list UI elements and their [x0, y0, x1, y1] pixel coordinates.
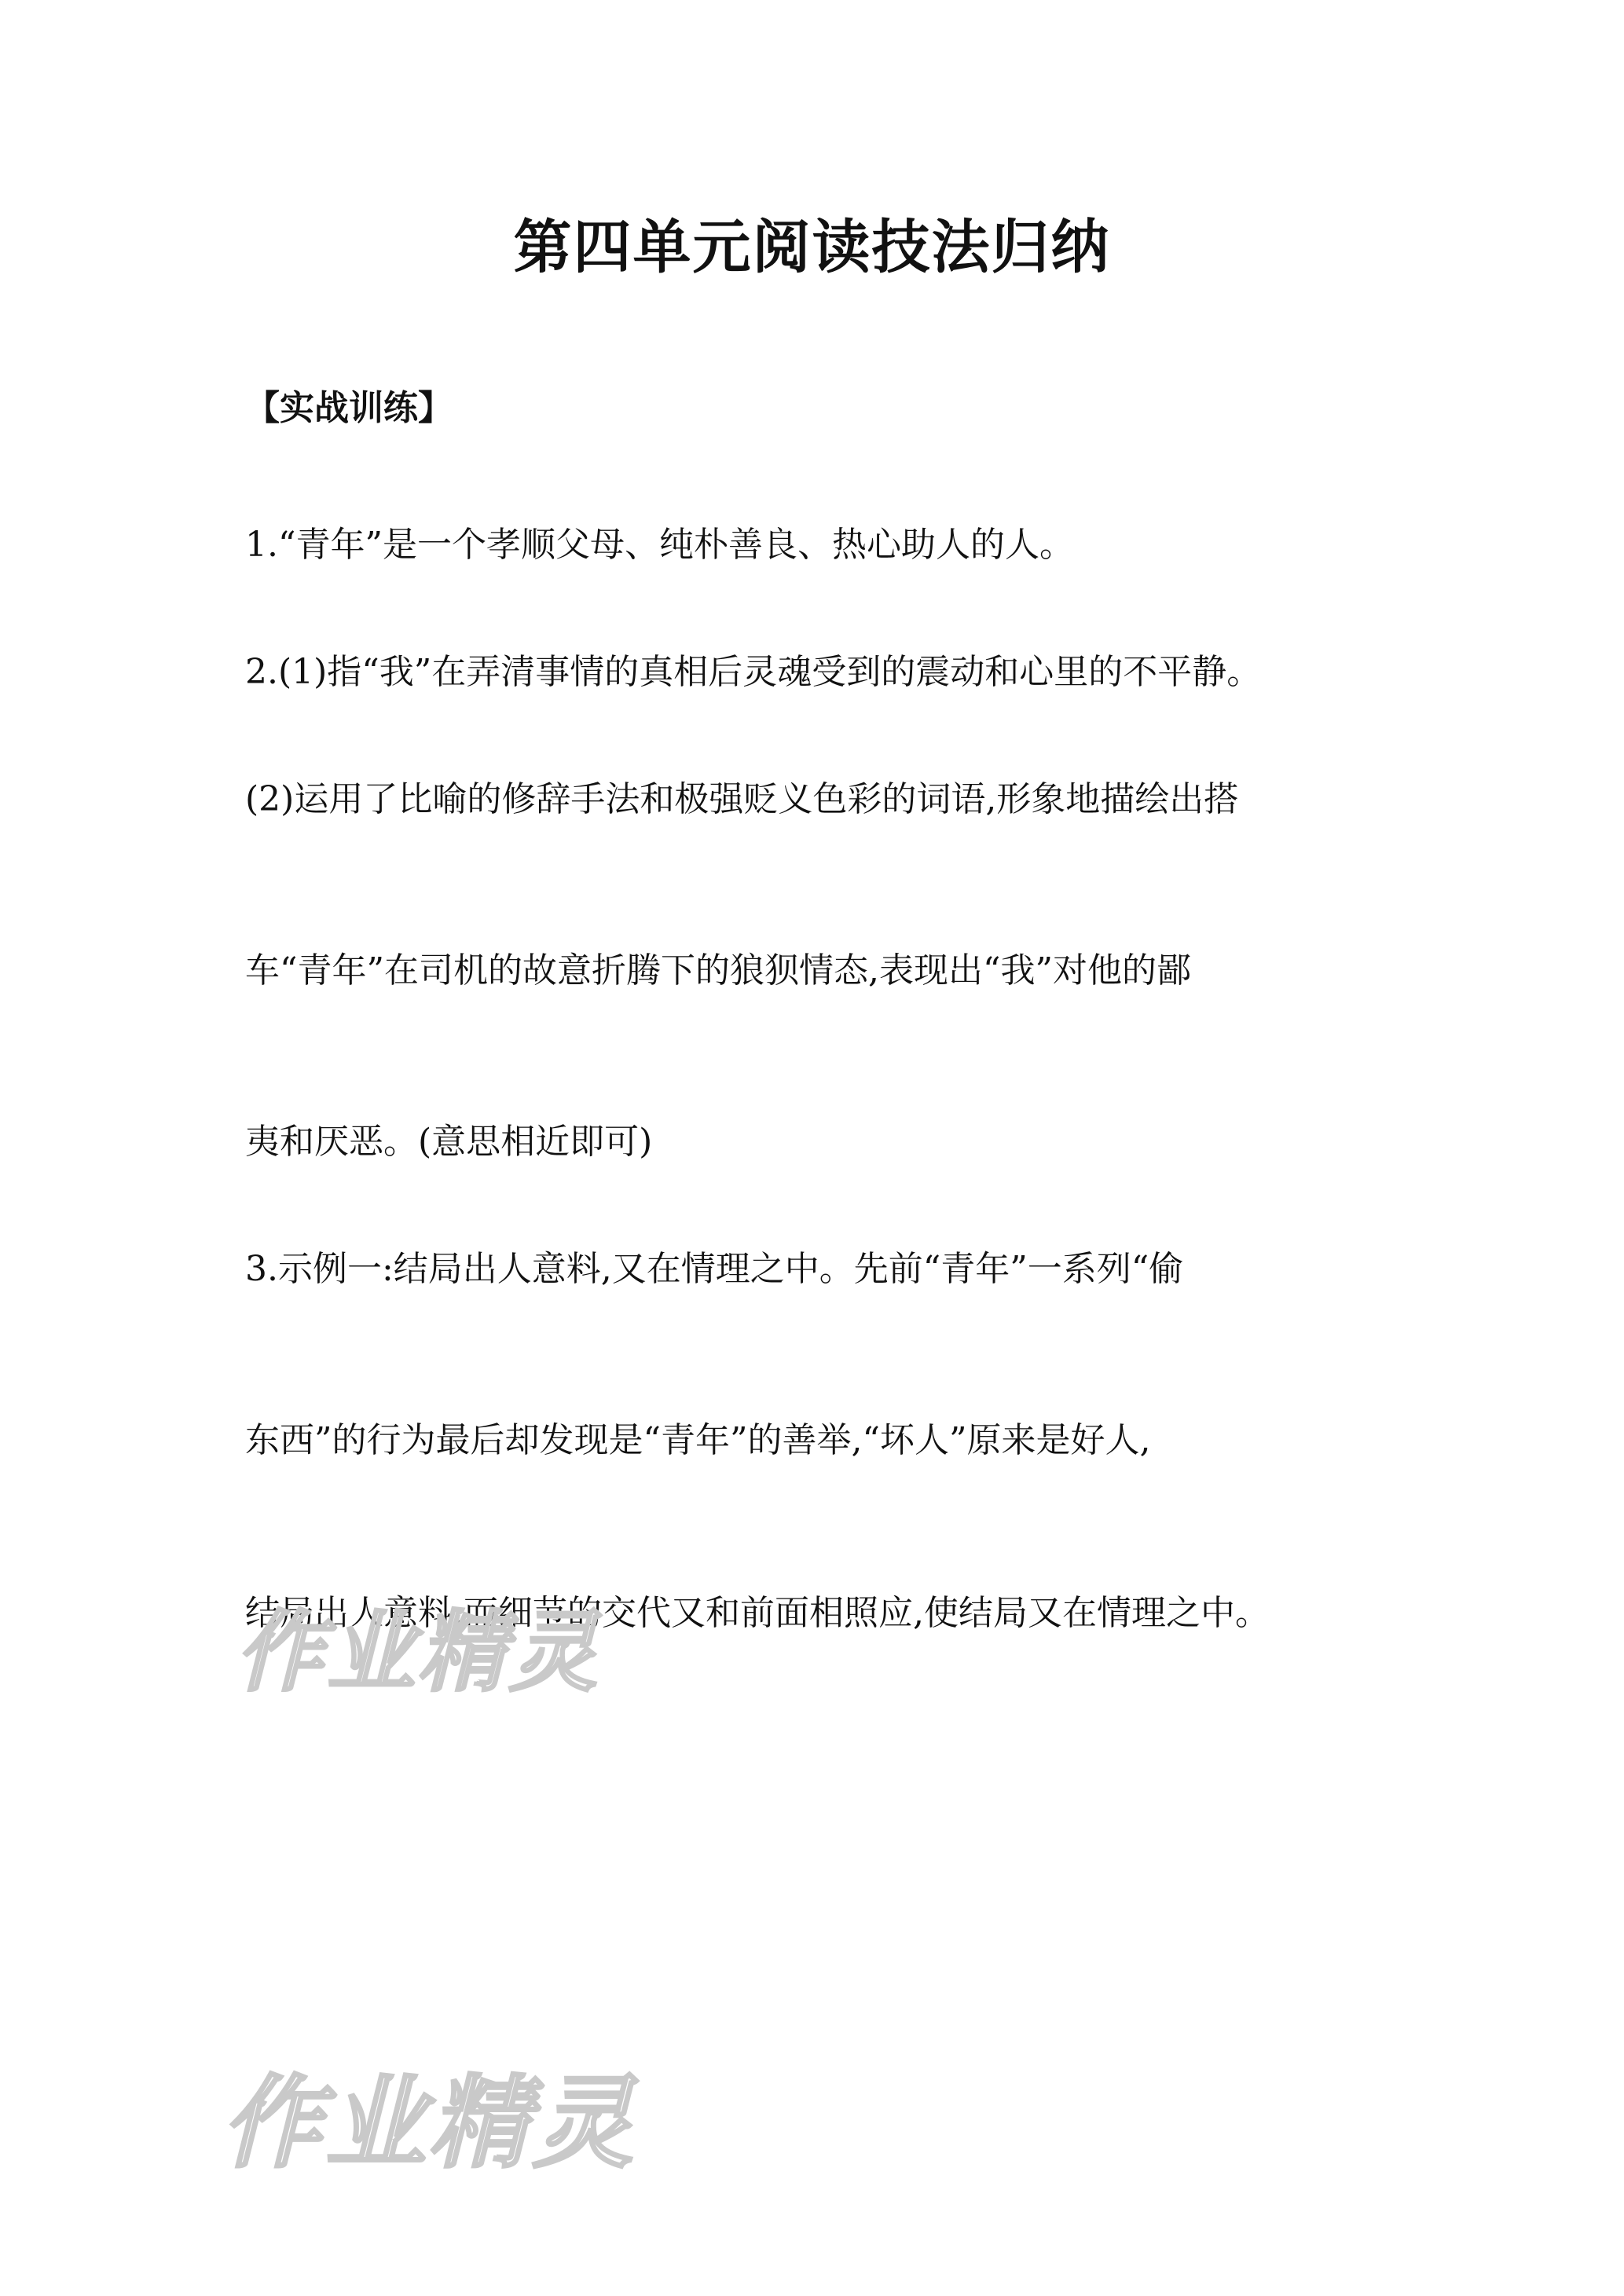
- answer-line-8: 结局出人意料,而细节的交代又和前面相照应,使结局又在情理之中。: [245, 1593, 1270, 1633]
- answer-line-4: 车“青年”在司机的故意折腾下的狼狈情态,表现出“我”对他的鄙: [245, 950, 1191, 991]
- answer-line-1: 1.“青年”是一个孝顺父母、纯朴善良、热心助人的人。: [245, 525, 1074, 565]
- watermark-logo: 作业精灵: [236, 1602, 600, 1704]
- page-title: 第四单元阅读技法归纳: [513, 214, 1111, 281]
- answer-line-5: 夷和厌恶。(意思相近即可): [245, 1122, 653, 1162]
- answer-line-6: 3.示例一:结局出人意料,又在情理之中。先前“青年”一系列“偷: [245, 1249, 1184, 1289]
- answer-line-2: 2.(1)指“我”在弄清事情的真相后灵魂受到的震动和心里的不平静。: [245, 652, 1262, 692]
- answer-line-7: 东西”的行为最后却发现是“青年”的善举,“坏人”原来是好人,: [245, 1420, 1151, 1460]
- watermark-logo: 作业精灵: [222, 2065, 637, 2182]
- answer-line-3: (2)运用了比喻的修辞手法和极强贬义色彩的词语,形象地描绘出搭: [245, 779, 1239, 819]
- section-heading: 【实战训练】: [245, 388, 453, 428]
